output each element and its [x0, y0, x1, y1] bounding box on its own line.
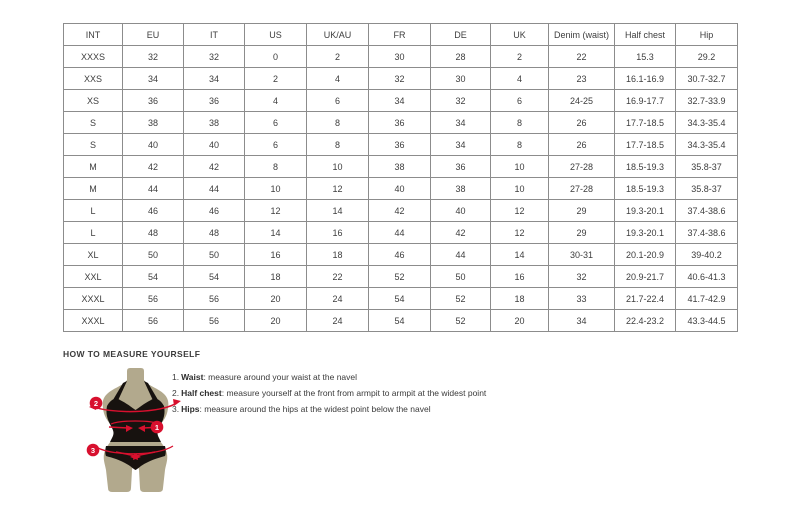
table-row — [64, 288, 738, 310]
table-cell: 20 — [245, 310, 307, 332]
table-cell: 43.3-44.5 — [676, 310, 738, 332]
table-cell: 52 — [431, 310, 491, 332]
table-cell: 56 — [184, 288, 245, 310]
table-cell: 42 — [184, 156, 245, 178]
table-cell: 29 — [549, 222, 615, 244]
table-cell: 44 — [431, 244, 491, 266]
column-header: UK — [491, 24, 549, 46]
measure-badge-3 — [87, 444, 100, 457]
column-header: Half chest — [615, 24, 676, 46]
table-cell: 34 — [431, 112, 491, 134]
table-cell: 4 — [245, 90, 307, 112]
table-cell: 10 — [491, 178, 549, 200]
table-cell: 38 — [369, 156, 431, 178]
table-cell: 0 — [245, 46, 307, 68]
measure-step — [172, 385, 486, 401]
table-cell: 42 — [369, 200, 431, 222]
table-cell: 16 — [491, 266, 549, 288]
table-cell: 30.7-32.7 — [676, 68, 738, 90]
table-row — [64, 178, 738, 200]
table-cell: 8 — [491, 112, 549, 134]
table-cell: 40.6-41.3 — [676, 266, 738, 288]
step-text: : measure around the hips at the widest point below the navel — [199, 404, 431, 414]
table-cell: 41.7-42.9 — [676, 288, 738, 310]
table-cell: 2 — [307, 46, 369, 68]
table-cell: S — [64, 112, 123, 134]
table-cell: 26 — [549, 134, 615, 156]
table-cell: 42 — [431, 222, 491, 244]
table-cell: 20.1-20.9 — [615, 244, 676, 266]
table-cell: 42 — [123, 156, 184, 178]
table-cell: 23 — [549, 68, 615, 90]
table-cell: XXXL — [64, 310, 123, 332]
table-cell: 54 — [123, 266, 184, 288]
table-cell: 30 — [431, 68, 491, 90]
measure-step — [172, 401, 486, 417]
table-cell: 18 — [245, 266, 307, 288]
table-cell: 19.3-20.1 — [615, 200, 676, 222]
table-cell: 35.8-37 — [676, 178, 738, 200]
table-cell: 24 — [307, 288, 369, 310]
table-cell: M — [64, 156, 123, 178]
table-cell: 12 — [245, 200, 307, 222]
table-cell: 32 — [549, 266, 615, 288]
table-cell: 34 — [549, 310, 615, 332]
table-cell: 36 — [184, 90, 245, 112]
table-cell: 24 — [307, 310, 369, 332]
table-cell: 40 — [123, 134, 184, 156]
table-cell: 48 — [123, 222, 184, 244]
column-header: Hip — [676, 24, 738, 46]
size-chart-body — [64, 46, 738, 332]
table-cell: 30 — [369, 46, 431, 68]
table-cell: L — [64, 200, 123, 222]
table-cell: 15.3 — [615, 46, 676, 68]
table-cell: 24-25 — [549, 90, 615, 112]
column-header: UK/AU — [307, 24, 369, 46]
table-cell: 54 — [184, 266, 245, 288]
table-cell: XXL — [64, 266, 123, 288]
table-cell: 16 — [307, 222, 369, 244]
table-cell: 48 — [184, 222, 245, 244]
table-cell: XS — [64, 90, 123, 112]
table-cell: 52 — [369, 266, 431, 288]
table-cell: 14 — [491, 244, 549, 266]
table-cell: 16.9-17.7 — [615, 90, 676, 112]
step-label: Half chest — [181, 388, 222, 398]
table-cell: 27-28 — [549, 156, 615, 178]
table-row — [64, 244, 738, 266]
table-cell: 50 — [431, 266, 491, 288]
table-row — [64, 112, 738, 134]
table-cell: 20 — [245, 288, 307, 310]
table-cell: 56 — [184, 310, 245, 332]
table-cell: 36 — [369, 112, 431, 134]
table-row — [64, 90, 738, 112]
table-cell: 56 — [123, 288, 184, 310]
column-header: EU — [123, 24, 184, 46]
step-text: : measure yourself at the front from armpit to armpit at the widest point — [221, 388, 487, 398]
table-cell: 16.1-16.9 — [615, 68, 676, 90]
table-cell: 38 — [184, 112, 245, 134]
measure-step — [172, 369, 486, 385]
table-cell: 27-28 — [549, 178, 615, 200]
table-cell: XXXL — [64, 288, 123, 310]
table-cell: 16 — [245, 244, 307, 266]
column-header: Denim (waist) — [549, 24, 615, 46]
table-cell: 22 — [307, 266, 369, 288]
table-cell: S — [64, 134, 123, 156]
table-cell: 54 — [369, 288, 431, 310]
measure-badge-1 — [151, 421, 164, 434]
step-number: 3. — [172, 404, 180, 414]
table-cell: 34 — [123, 68, 184, 90]
table-cell: 30-31 — [549, 244, 615, 266]
table-cell: 17.7-18.5 — [615, 112, 676, 134]
table-cell: 50 — [184, 244, 245, 266]
step-label: Hips — [181, 404, 200, 414]
table-cell: 34 — [369, 90, 431, 112]
table-cell: 2 — [245, 68, 307, 90]
table-cell: 18.5-19.3 — [615, 178, 676, 200]
column-header: IT — [184, 24, 245, 46]
table-cell: XXXS — [64, 46, 123, 68]
table-row — [64, 46, 738, 68]
table-cell: 2 — [491, 46, 549, 68]
table-cell: 17.7-18.5 — [615, 134, 676, 156]
table-cell: 22.4-23.2 — [615, 310, 676, 332]
how-to-measure-heading: HOW TO MEASURE YOURSELF — [63, 349, 201, 359]
table-row — [64, 310, 738, 332]
table-cell: 32 — [184, 46, 245, 68]
table-row — [64, 266, 738, 288]
table-cell: 46 — [184, 200, 245, 222]
table-cell: 56 — [123, 310, 184, 332]
column-header: DE — [431, 24, 491, 46]
table-cell: 8 — [307, 134, 369, 156]
table-cell: 10 — [307, 156, 369, 178]
table-cell: 29.2 — [676, 46, 738, 68]
table-cell: 52 — [431, 288, 491, 310]
table-cell: M — [64, 178, 123, 200]
table-cell: 38 — [123, 112, 184, 134]
badge-number: 3 — [90, 445, 96, 455]
table-cell: 4 — [307, 68, 369, 90]
table-cell: 22 — [549, 46, 615, 68]
table-cell: 18 — [491, 288, 549, 310]
table-cell: 18.5-19.3 — [615, 156, 676, 178]
table-row — [64, 200, 738, 222]
table-cell: 32 — [431, 90, 491, 112]
table-cell: 10 — [491, 156, 549, 178]
table-cell: 33 — [549, 288, 615, 310]
table-cell: 29 — [549, 200, 615, 222]
table-cell: 6 — [245, 112, 307, 134]
table-cell: 38 — [431, 178, 491, 200]
table-cell: 12 — [307, 178, 369, 200]
table-cell: 26 — [549, 112, 615, 134]
table-cell: 34.3-35.4 — [676, 112, 738, 134]
table-cell: 44 — [123, 178, 184, 200]
table-cell: 46 — [123, 200, 184, 222]
measure-steps — [172, 369, 486, 417]
table-cell: 8 — [307, 112, 369, 134]
table-cell: 14 — [245, 222, 307, 244]
column-header: US — [245, 24, 307, 46]
header-row — [64, 24, 738, 46]
table-cell: 44 — [369, 222, 431, 244]
table-cell: 18 — [307, 244, 369, 266]
table-cell: 34 — [184, 68, 245, 90]
table-cell: 37.4-38.6 — [676, 222, 738, 244]
step-number: 1. — [172, 372, 180, 382]
table-cell: 39-40.2 — [676, 244, 738, 266]
badge-number: 1 — [154, 422, 160, 432]
step-text: : measure around your waist at the navel — [203, 372, 358, 382]
table-cell: XL — [64, 244, 123, 266]
table-cell: 32.7-33.9 — [676, 90, 738, 112]
badge-number: 2 — [93, 398, 99, 408]
table-cell: 19.3-20.1 — [615, 222, 676, 244]
table-cell: 6 — [245, 134, 307, 156]
table-row — [64, 222, 738, 244]
table-cell: 8 — [245, 156, 307, 178]
table-cell: 50 — [123, 244, 184, 266]
table-row — [64, 156, 738, 178]
table-cell: 12 — [491, 222, 549, 244]
step-label: Waist — [181, 372, 204, 382]
table-cell: 34.3-35.4 — [676, 134, 738, 156]
table-cell: 10 — [245, 178, 307, 200]
table-cell: 37.4-38.6 — [676, 200, 738, 222]
table-cell: 32 — [369, 68, 431, 90]
table-cell: 6 — [307, 90, 369, 112]
table-cell: 44 — [184, 178, 245, 200]
table-cell: 40 — [184, 134, 245, 156]
table-cell: 21.7-22.4 — [615, 288, 676, 310]
table-cell: 8 — [491, 134, 549, 156]
size-chart-table — [63, 23, 738, 332]
table-cell: 20 — [491, 310, 549, 332]
table-row — [64, 134, 738, 156]
table-cell: 32 — [123, 46, 184, 68]
table-cell: 6 — [491, 90, 549, 112]
table-cell: 36 — [123, 90, 184, 112]
step-number: 2. — [172, 388, 180, 398]
table-cell: 54 — [369, 310, 431, 332]
table-cell: 36 — [431, 156, 491, 178]
table-cell: 36 — [369, 134, 431, 156]
table-cell: 14 — [307, 200, 369, 222]
table-cell: XXS — [64, 68, 123, 90]
table-cell: 4 — [491, 68, 549, 90]
table-cell: 46 — [369, 244, 431, 266]
table-cell: L — [64, 222, 123, 244]
size-chart-header — [64, 24, 738, 46]
measure-badge-2 — [90, 397, 103, 410]
column-header: INT — [64, 24, 123, 46]
table-cell: 28 — [431, 46, 491, 68]
table-cell: 34 — [431, 134, 491, 156]
table-row — [64, 68, 738, 90]
table-cell: 12 — [491, 200, 549, 222]
table-cell: 20.9-21.7 — [615, 266, 676, 288]
table-cell: 40 — [431, 200, 491, 222]
table-cell: 35.8-37 — [676, 156, 738, 178]
table-cell: 40 — [369, 178, 431, 200]
column-header: FR — [369, 24, 431, 46]
